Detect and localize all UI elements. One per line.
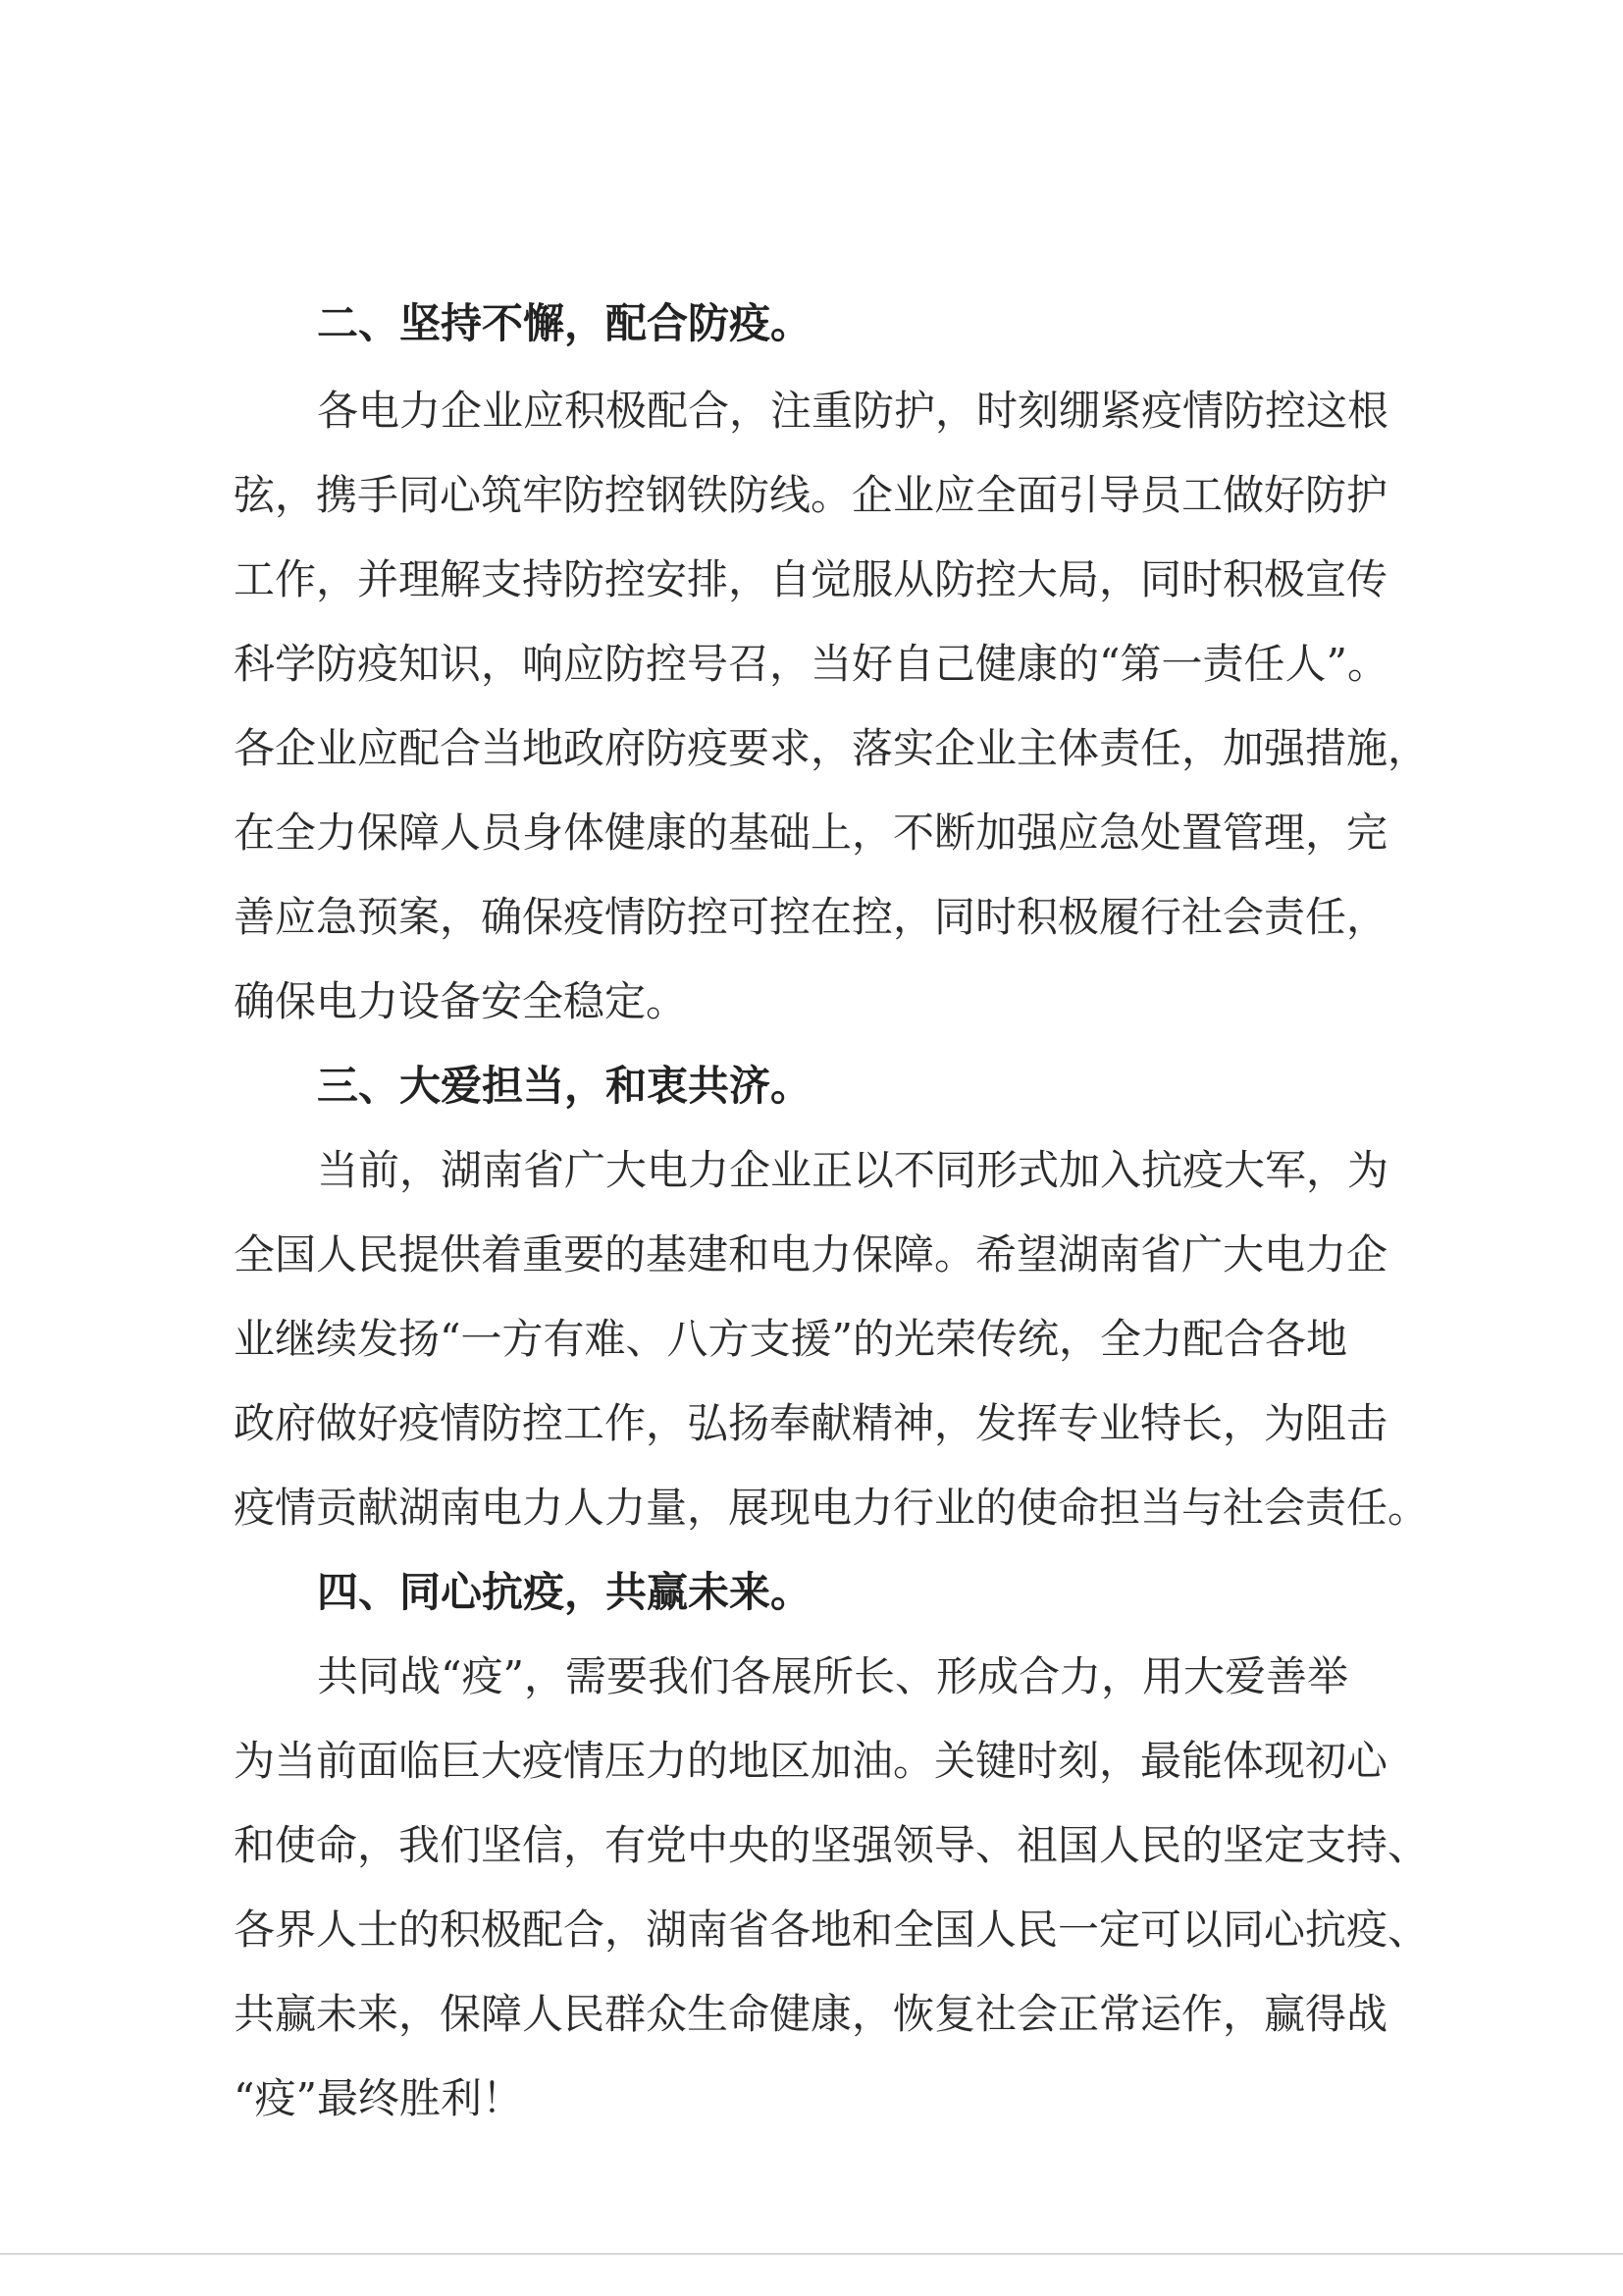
line-text: 共同战“疫”，需要我们各展所长、形成合力，用大爱善举 [317,1652,1348,1700]
paragraph-line [0,450,1623,541]
line-text: 在全力保障人员身体健康的基础上，不断加强应急处置管理，完 [234,809,1388,857]
paragraph-line [0,1463,1623,1553]
heading-text: 四、同心抗疫，共赢未来。 [317,1568,812,1616]
line-text: 共赢未来，保障人民群众生命健康，恢复社会正常运作，赢得战 [234,1990,1388,2038]
scan-edge-divider [0,2253,1623,2255]
paragraph-line [0,366,1623,456]
line-text: 工作，并理解支持防控安排，自觉服从防控大局，同时积极宣传 [234,555,1388,603]
paragraph-line [0,1210,1623,1300]
line-text: 为当前面临巨大疫情压力的地区加油。关键时刻，最能体现初心 [234,1737,1388,1785]
heading-text: 二、坚持不懈，配合防疫。 [317,299,812,347]
line-text: 业继续发扬“一方有难、八方支援”的光荣传统，全力配合各地 [234,1315,1347,1363]
paragraph-line [0,1969,1623,2060]
line-text: 科学防疫知识，响应防控号召，当好自己健康的“第一责任人”。 [234,640,1388,688]
paragraph-line [0,957,1623,1047]
paragraph-line [0,1716,1623,1806]
section-heading [0,1041,1623,1131]
section-heading [0,279,1623,369]
line-text: 弦，携手同心筑牢防控钢铁防线。企业应全面引导员工做好防护 [234,471,1388,519]
paragraph-line [0,1885,1623,1975]
heading-text: 三、大爱担当，和衷共济。 [317,1062,812,1110]
line-text: 各企业应配合当地政府防疫要求，落实企业主体责任，加强措施， [234,724,1430,772]
paragraph-line [0,619,1623,709]
line-text: 全国人民提供着重要的基建和电力保障。希望湖南省广大电力企 [234,1230,1388,1278]
line-text: 政府做好疫情防控工作，弘扬奉献精神，发挥专业特长，为阻击 [234,1399,1388,1447]
paragraph-line [0,535,1623,625]
line-text: 确保电力设备安全稳定。 [234,977,688,1025]
paragraph-line [0,872,1623,963]
line-text: 各界人士的积极配合，湖南省各地和全国人民一定可以同心抗疫、 [234,1905,1430,1954]
line-text: 善应急预案，确保疫情防控可控在控，同时积极履行社会责任， [234,893,1388,941]
section-heading [0,1547,1623,1638]
paragraph-line [0,1800,1623,1891]
line-text: 疫情贡献湖南电力人力量，展现电力行业的使命担当与社会责任。 [234,1484,1430,1532]
paragraph-line [0,788,1623,878]
paragraph-line [0,704,1623,794]
paragraph-line [0,2054,1623,2144]
paragraph-line [0,1632,1623,1722]
line-text: “疫”最终胜利！ [234,2074,523,2122]
paragraph-line [0,1379,1623,1469]
paragraph-line [0,1294,1623,1384]
line-text: 和使命，我们坚信，有党中央的坚强领导、祖国人民的坚定支持、 [234,1821,1430,1869]
paragraph-line [0,1125,1623,1216]
line-text: 当前，湖南省广大电力企业正以不同形式加入抗疫大军，为 [317,1146,1389,1194]
line-text: 各电力企业应积极配合，注重防护，时刻绷紧疫情防控这根 [317,387,1389,435]
